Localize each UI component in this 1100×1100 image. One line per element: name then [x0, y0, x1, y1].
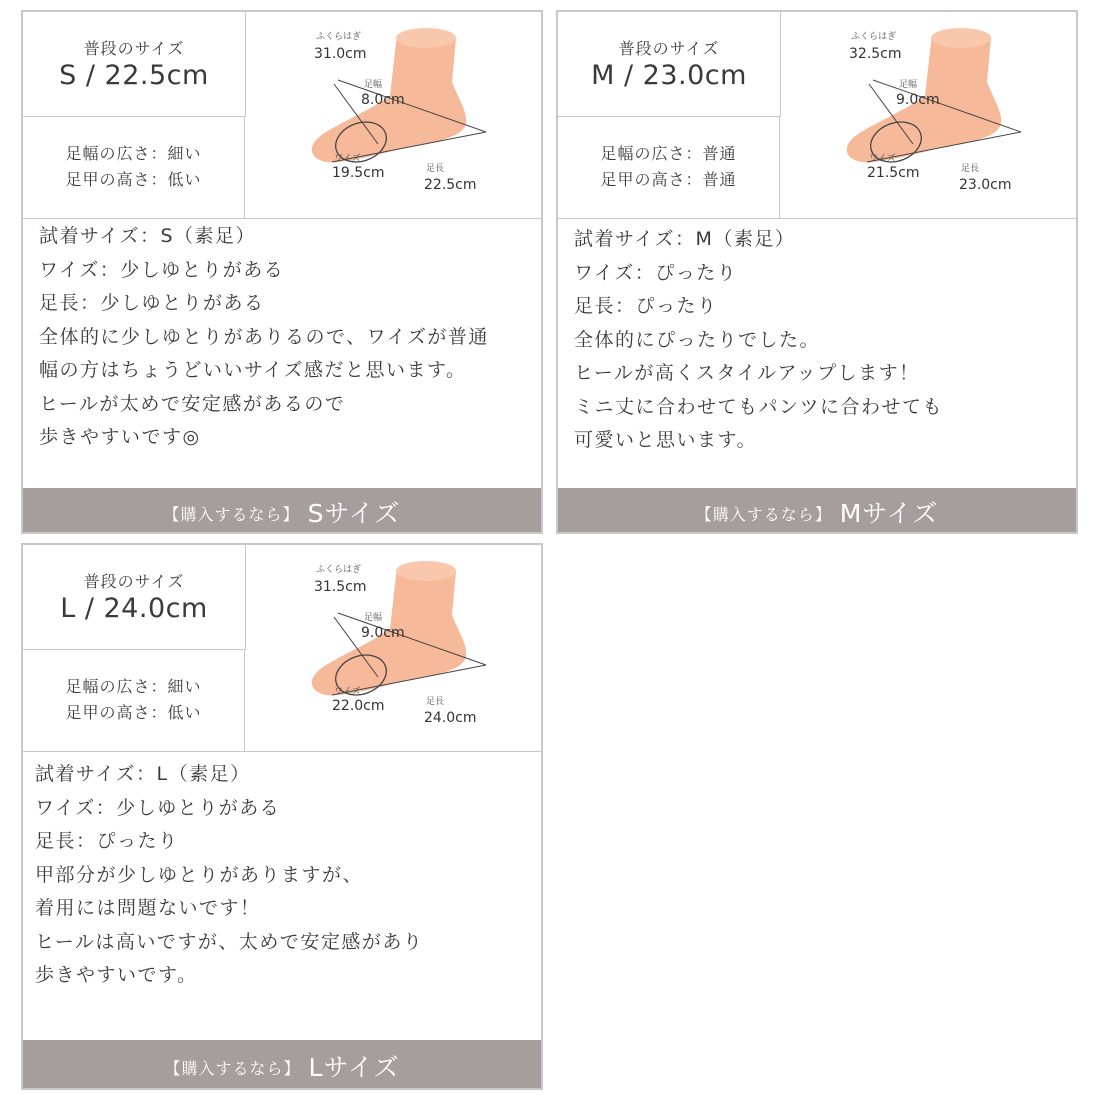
usual-size-label: 普段のサイズ [618, 39, 720, 58]
instep-height-info: 足甲の高さ：低い [65, 703, 202, 722]
review-line: 歩きやすいです。 [35, 964, 198, 986]
wise-label: ワイズ [334, 687, 361, 697]
foot-width-label: 足幅 [899, 80, 918, 90]
foot-measurement-diagram [246, 12, 541, 218]
usual-size-value: M / 23.0cm [591, 60, 747, 91]
review-text [35, 758, 530, 993]
review-text [574, 223, 1069, 458]
recommend-prefix: 【購入するなら】 [163, 505, 300, 524]
foot-length-label: 足長 [426, 697, 445, 707]
review-line: 着用には問題ないです！ [35, 897, 261, 919]
foot-width-info: 足幅の広さ：細い [65, 677, 202, 696]
wise-label: ワイズ [334, 154, 361, 164]
foot-measurement-diagram [781, 12, 1076, 218]
recommended-size-bar [23, 488, 541, 532]
card-header [23, 12, 541, 219]
calf-label: ふくらはぎ [316, 565, 362, 575]
foot-shape-box [23, 117, 245, 218]
review-line: 全体的にぴったりでした。 [574, 328, 821, 351]
review-line: ワイズ：ぴったり [574, 261, 738, 284]
usual-size-box [23, 545, 246, 650]
foot-illustration [781, 12, 1076, 218]
usual-size-value: L / 24.0cm [60, 593, 208, 624]
foot-length-label: 足長 [426, 164, 445, 174]
foot-width-info: 足幅の広さ：普通 [600, 144, 737, 163]
review-text [39, 220, 534, 455]
foot-width-info: 足幅の広さ：細い [65, 144, 202, 163]
review-line: ヒールが太めで安定感があるので [39, 392, 346, 415]
review-line: ワイズ：少しゆとりがある [35, 796, 281, 819]
recommend-prefix: 【購入するなら】 [695, 505, 832, 524]
review-line: 足長：ぴったり [574, 295, 718, 317]
recommended-size: Mサイズ [839, 499, 939, 528]
recommended-size: Lサイズ [308, 1053, 400, 1082]
calf-label: ふくらはぎ [316, 32, 362, 42]
foot-shape-box [558, 117, 780, 218]
recommended-size-bar [23, 1040, 541, 1088]
review-line: 幅の方はちょうどいいサイズ感だと思います。 [39, 359, 467, 381]
review-line: 足長：少しゆとりがある [39, 292, 265, 314]
usual-size-box [558, 12, 781, 117]
wise-label: ワイズ [869, 154, 896, 164]
size-card-s [21, 10, 543, 534]
calf-label: ふくらはぎ [851, 32, 897, 42]
foot-illustration [246, 12, 541, 218]
foot-length-label: 足長 [961, 164, 980, 174]
review-line: 歩きやすいです◎ [39, 426, 201, 448]
recommended-size: Sサイズ [307, 499, 401, 528]
foot-width-value: 9.0cm [896, 92, 940, 108]
foot-width-label: 足幅 [364, 613, 383, 623]
foot-illustration [246, 545, 541, 751]
foot-length-value: 22.5cm [424, 177, 477, 193]
calf-value: 31.0cm [314, 46, 367, 62]
usual-size-value: S / 22.5cm [59, 60, 209, 91]
instep-height-info: 足甲の高さ：低い [65, 170, 202, 189]
foot-shape-box [23, 650, 245, 751]
review-line: 試着サイズ：L（素足） [35, 763, 251, 785]
review-line: 試着サイズ：S（素足） [39, 225, 257, 247]
review-line: ヒールが高くスタイルアップします！ [574, 362, 920, 384]
wise-value: 22.0cm [332, 698, 385, 714]
usual-size-label: 普段のサイズ [83, 39, 185, 58]
foot-length-value: 23.0cm [959, 177, 1012, 193]
recommended-size-bar [558, 488, 1076, 532]
foot-measurement-diagram [246, 545, 541, 751]
instep-height-info: 足甲の高さ：普通 [600, 170, 737, 189]
calf-value: 31.5cm [314, 579, 367, 595]
wise-value: 19.5cm [332, 165, 385, 181]
review-line: ヒールは高いですが、太めで安定感があり [35, 930, 424, 953]
review-line: 可愛いと思います。 [574, 429, 757, 451]
usual-size-box [23, 12, 246, 117]
foot-width-value: 9.0cm [361, 625, 405, 641]
card-header [23, 545, 541, 752]
calf-value: 32.5cm [849, 46, 902, 62]
review-line: 甲部分が少しゆとりがありますが、 [35, 863, 364, 886]
foot-width-label: 足幅 [364, 80, 383, 90]
review-line: 足長：ぴったり [35, 830, 179, 852]
foot-width-value: 8.0cm [361, 92, 405, 108]
review-line: ワイズ：少しゆとりがある [39, 258, 285, 281]
size-card-l [21, 543, 543, 1090]
review-line: 試着サイズ：M（素足） [574, 228, 796, 250]
card-header [558, 12, 1076, 219]
recommend-prefix: 【購入するなら】 [164, 1059, 301, 1078]
wise-value: 21.5cm [867, 165, 920, 181]
review-line: ミニ丈に合わせてもパンツに合わせても [574, 395, 944, 418]
foot-length-value: 24.0cm [424, 710, 477, 726]
size-card-m [556, 10, 1078, 534]
review-line: 全体的に少しゆとりがありるので、ワイズが普通 [39, 325, 489, 348]
usual-size-label: 普段のサイズ [83, 572, 185, 591]
